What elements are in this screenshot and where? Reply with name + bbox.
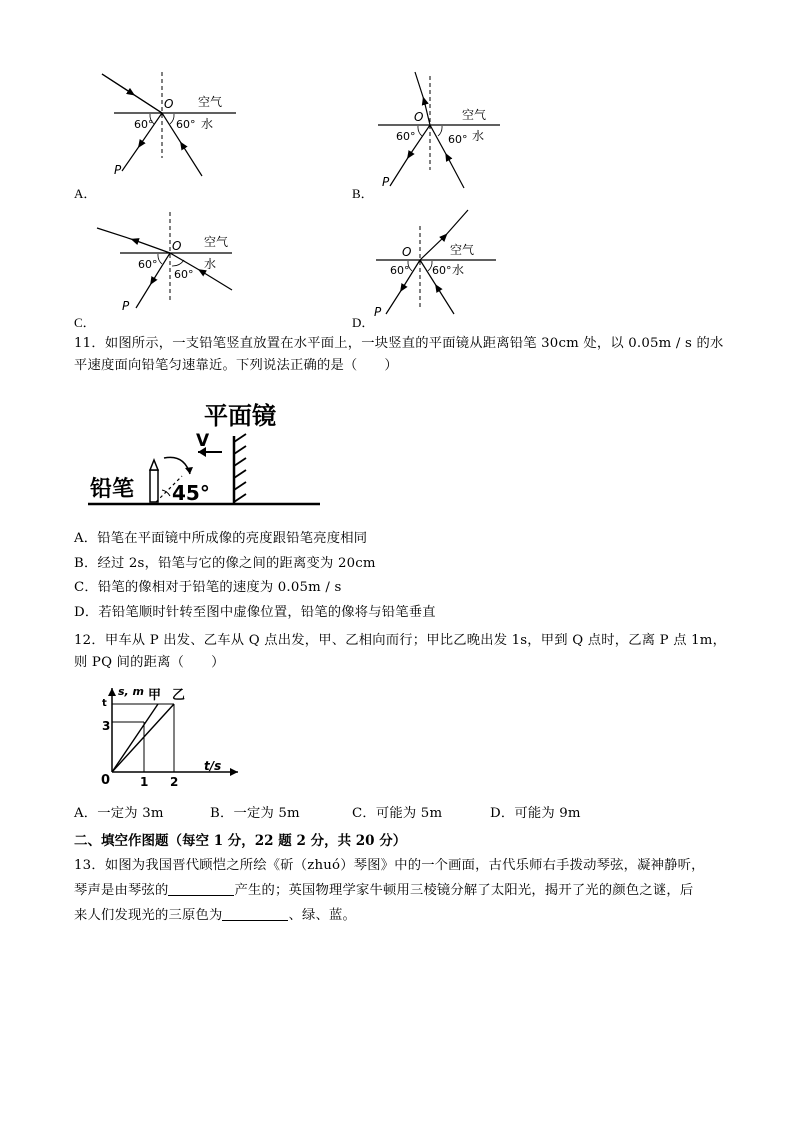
option-d[interactable]: D．可能为 9m xyxy=(490,806,581,821)
angle-label: 60° xyxy=(448,133,468,146)
mirror-hatching xyxy=(234,434,246,502)
option-d-label[interactable]: D． xyxy=(352,315,375,330)
answer-blank-2[interactable] xyxy=(222,906,288,921)
angle-label: 60° xyxy=(174,268,194,281)
question-12-stem xyxy=(74,630,754,674)
angle-label: 60° xyxy=(138,258,158,271)
option-a[interactable]: A．铅笔在平面镜中所成像的亮度跟铅笔亮度相同 xyxy=(74,531,368,546)
x-axis-label: t/s xyxy=(204,759,222,773)
x-tick-1: 1 xyxy=(140,775,149,789)
option-b-label[interactable]: B． xyxy=(352,186,374,201)
air-label: 空气 xyxy=(204,235,229,249)
series-yi-label: 乙 xyxy=(172,688,186,703)
section-heading: 二、填空作图题（每空 1 分，22 题 2 分，共 20 分） xyxy=(74,833,407,849)
question-11-options xyxy=(74,528,754,626)
water-label: 水 xyxy=(472,129,485,143)
question-13-text: 产生的；英国物理学家牛顿用三棱镜分解了太阳光，揭开了光的颜色之谜，后 xyxy=(234,883,694,898)
line-yi xyxy=(112,704,174,772)
point-o-label: O xyxy=(414,110,424,124)
y-axis-label: s, m xyxy=(118,685,145,698)
point-o-label: O xyxy=(402,245,412,259)
point-p-label: P xyxy=(374,305,382,319)
option-b[interactable]: B．一定为 5m xyxy=(210,806,300,821)
point-o-label: O xyxy=(164,97,174,111)
point-p-label: P xyxy=(382,175,390,189)
air-label: 空气 xyxy=(198,95,223,109)
question-13-text: 来人们发现光的三原色为 xyxy=(74,908,223,923)
pencil-label: 铅笔 xyxy=(90,477,135,502)
angle-label: 60° xyxy=(176,118,196,131)
velocity-label: V xyxy=(196,431,210,451)
optics-diagram-d xyxy=(370,206,510,322)
optics-diagram-a xyxy=(96,66,246,186)
line-jia xyxy=(112,704,158,772)
question-13-line-3 xyxy=(74,903,764,928)
x-tick-2: 2 xyxy=(170,775,179,789)
question-13-line-2 xyxy=(74,878,764,903)
optics-diagram-c xyxy=(92,210,242,320)
water-label: 水 xyxy=(452,263,465,277)
option-c[interactable]: C．可能为 5m xyxy=(352,806,443,821)
y-tick-3: 3 xyxy=(102,719,111,733)
question-12-line-2: 则 PQ 间的距离（ ） xyxy=(74,655,225,670)
angle-label: 60° xyxy=(134,118,154,131)
answer-blank-1[interactable] xyxy=(168,881,234,896)
angle-label: 60° xyxy=(432,264,452,277)
point-o-label: O xyxy=(172,239,182,253)
water-label: 水 xyxy=(201,117,214,131)
y-tick-top: t xyxy=(102,698,107,709)
rotation-arrow xyxy=(164,457,190,474)
point-p-label: P xyxy=(114,163,122,177)
angle-45-label: 45° xyxy=(172,481,210,505)
question-13-text: 、绿、蓝。 xyxy=(288,908,356,923)
question-12-line-1: 12．甲车从 P 出发、乙车从 Q 点出发，甲、乙相向而行；甲比乙晚出发 1s，甲到 Q 点时，乙离 P 点 1m， xyxy=(74,633,727,648)
option-c-label[interactable]: C． xyxy=(74,315,96,330)
point-p-label: P xyxy=(122,299,130,313)
angle-label: 60° xyxy=(390,264,410,277)
mirror-title: 平面镜 xyxy=(204,402,276,430)
air-label: 空气 xyxy=(450,243,475,257)
option-d[interactable]: D．若铅笔顺时针转至图中虚像位置，铅笔的像将与铅笔垂直 xyxy=(74,604,436,620)
question-11-stem xyxy=(74,333,754,377)
air-label: 空气 xyxy=(462,108,487,122)
option-a-label[interactable]: A． xyxy=(74,186,97,201)
pencil-tip xyxy=(150,460,158,470)
optics-diagram-b xyxy=(372,66,512,196)
option-a[interactable]: A．一定为 3m xyxy=(74,806,164,821)
question-13 xyxy=(74,853,764,928)
origin-label: 0 xyxy=(101,773,111,788)
question-11-line-1: 11．如图所示，一支铅笔竖直放置在水平面上，一块竖直的平面镜从距离铅笔 30cm 处，以 0.05m / s 的水 xyxy=(74,336,724,351)
series-jia-label: 甲 xyxy=(148,688,162,703)
question-13-line-1: 13．如图为我国晋代顾恺之所绘《斫（zhuó）琴图》中的一个画面，古代乐师右手拨动琴弦，凝神静听， xyxy=(74,858,705,873)
option-c[interactable]: C．铅笔的像相对于铅笔的速度为 0.05m / s xyxy=(74,580,342,595)
water-label: 水 xyxy=(204,257,217,271)
question-13-text: 琴声是由琴弦的 xyxy=(74,883,169,898)
mirror-pencil-figure xyxy=(86,396,326,514)
option-b[interactable]: B．经过 2s，铅笔与它的像之间的距离变为 20cm xyxy=(74,555,376,571)
angle-label: 60° xyxy=(396,130,416,143)
question-12-options xyxy=(74,803,754,825)
pencil-body xyxy=(150,470,158,502)
st-graph xyxy=(96,682,246,800)
question-11-line-2: 平速度面向铅笔匀速靠近。下列说法正确的是（ ） xyxy=(74,358,398,373)
